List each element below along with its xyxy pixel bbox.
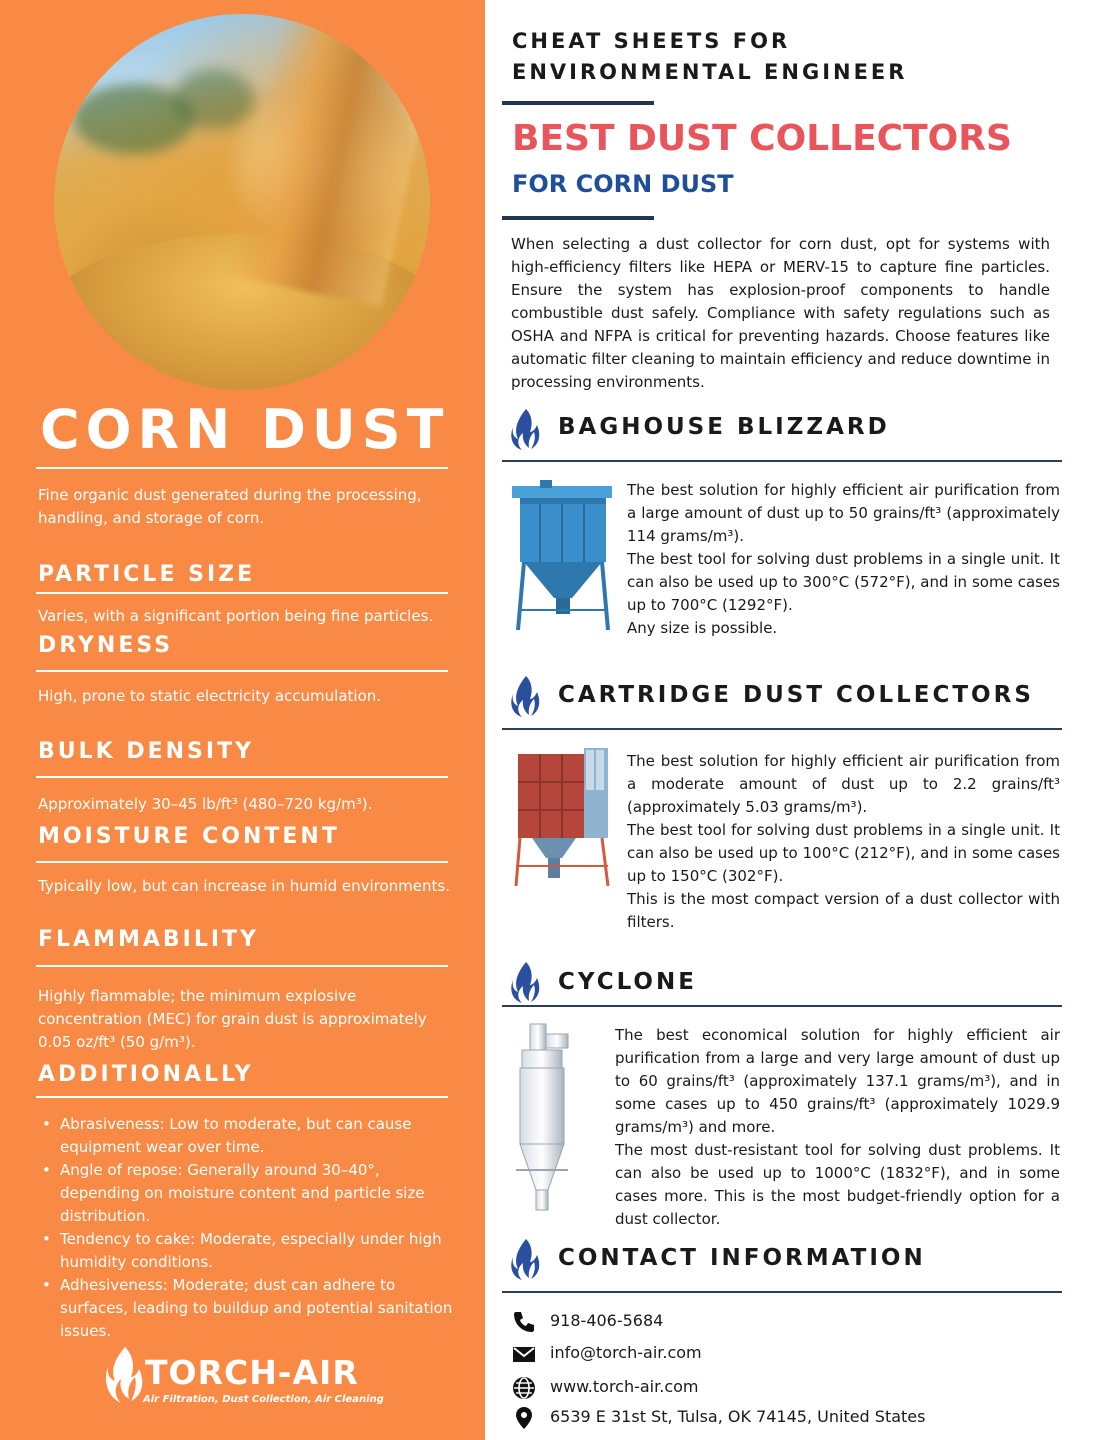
cyclone-description	[615, 1024, 1060, 1231]
cartridge-paragraph: This is the most compact version of a dust collector with filters.	[627, 890, 1060, 931]
list-item: • Angle of repose: Generally around 30–40°, depending on moisture content and particle size distribution.	[38, 1159, 458, 1228]
list-item: • Adhesiveness: Moderate; dust can adhere to surfaces, leading to buildup and potential sanitation issues.	[38, 1274, 458, 1343]
divider	[502, 1291, 1062, 1293]
logo-tagline: Air Filtration, Dust Collection, Air Cleaning	[143, 1394, 384, 1405]
page-subtitle: FOR CORN DUST	[512, 170, 734, 198]
cartridge-description	[627, 750, 1060, 934]
divider	[502, 101, 654, 105]
kicker-line-1: CHEAT SHEETS FOR	[512, 29, 791, 53]
contact-heading: CONTACT INFORMATION	[558, 1245, 926, 1271]
bulk-density-heading: BULK DENSITY	[38, 739, 255, 764]
flammability-heading: FLAMMABILITY	[38, 927, 259, 952]
flame-icon	[510, 674, 540, 718]
cyclone-collector-image	[510, 1020, 594, 1220]
list-item: • Abrasiveness: Low to moderate, but can cause equipment wear over time.	[38, 1113, 458, 1159]
logo-name: TORCH-AIR	[145, 1353, 359, 1392]
additional-properties-list	[38, 1113, 458, 1343]
divider	[36, 861, 448, 863]
corn-kernels-photo	[54, 14, 430, 390]
phone-number[interactable]: 918-406-5684	[550, 1311, 664, 1330]
baghouse-paragraph: Any size is possible.	[627, 619, 778, 637]
flame-icon	[510, 1237, 540, 1281]
divider	[36, 965, 448, 967]
corn-dust-title: CORN DUST	[40, 398, 450, 461]
email-address[interactable]: info@torch-air.com	[550, 1343, 702, 1362]
cheat-sheet-kicker	[512, 26, 907, 88]
baghouse-description	[627, 479, 1060, 640]
email-icon	[512, 1342, 536, 1366]
flammability-text: Highly flammable; the minimum explosive concentration (MEC) for grain dust is approximately 0.05 oz/ft³ (50 g/m³).	[38, 987, 427, 1051]
torch-air-logo	[105, 1345, 385, 1415]
flame-icon	[510, 407, 540, 451]
cyclone-paragraph: The best economical solution for highly efficient air purification from a large and very large amount of dust up to 60 grains/ft³ (approximately 137.1 grams/m³), and in some cases up to 450 grains/ft³ (approximately 1029.9 grams/m³) and more.	[615, 1026, 1060, 1136]
flame-icon	[105, 1345, 145, 1407]
bulk-density-text: Approximately 30–45 lb/ft³ (480–720 kg/m³).	[38, 795, 373, 813]
divider	[502, 1005, 1062, 1007]
street-address: 6539 E 31st St, Tulsa, OK 74145, United States	[550, 1407, 926, 1426]
cyclone-heading: CYCLONE	[558, 969, 697, 995]
kicker-line-2: ENVIRONMENTAL ENGINEER	[512, 60, 908, 84]
moisture-content-heading: MOISTURE CONTENT	[38, 824, 340, 849]
divider	[36, 776, 448, 778]
divider	[502, 728, 1062, 730]
baghouse-paragraph: The best tool for solving dust problems in a single unit. It can also be used up to 300°C (572°F), and in some cases up to 700°C (1292°F).	[627, 550, 1060, 614]
baghouse-collector-image	[510, 480, 614, 636]
cartridge-collector-image	[512, 746, 616, 888]
divider	[36, 592, 448, 594]
left-panel	[0, 0, 485, 1440]
cartridge-heading: CARTRIDGE DUST COLLECTORS	[558, 682, 1034, 708]
baghouse-paragraph: The best solution for highly efficient air purification from a large amount of dust up to 50 grains/ft³ (approximately 114 grams/m³).	[627, 481, 1060, 545]
particle-size-heading: PARTICLE SIZE	[38, 562, 256, 587]
phone-icon	[512, 1310, 536, 1334]
divider	[36, 467, 448, 469]
list-item: • Tendency to cake: Moderate, especially under high humidity conditions.	[38, 1228, 458, 1274]
page-title: BEST DUST COLLECTORS	[512, 118, 1012, 159]
flame-icon	[510, 960, 540, 1004]
website-link[interactable]: www.torch-air.com	[550, 1377, 699, 1396]
moisture-content-text: Typically low, but can increase in humid environments.	[38, 877, 450, 895]
baghouse-heading: BAGHOUSE BLIZZARD	[558, 414, 890, 440]
divider	[502, 216, 654, 220]
divider	[502, 460, 1062, 462]
corn-dust-description: Fine organic dust generated during the processing, handling, and storage of corn.	[38, 486, 422, 527]
cartridge-paragraph: The best tool for solving dust problems in a single unit. It can also be used up to 100°C (212°F), and in some cases up to 150°C (302°F).	[627, 821, 1060, 885]
globe-icon	[512, 1376, 536, 1400]
map-pin-icon	[512, 1406, 536, 1430]
dryness-text: High, prone to static electricity accumulation.	[38, 687, 382, 705]
cartridge-paragraph: The best solution for highly efficient air purification from a moderate amount of dust up to 2.2 grains/ft³ (approximately 5.03 grams/m³).	[627, 752, 1060, 816]
cyclone-paragraph: The most dust-resistant tool for solving dust problems. It can also be used up to 1000°C (1832°F), and in some cases more. This is the most budget-friendly option for a dust collector.	[615, 1141, 1060, 1228]
particle-size-text: Varies, with a significant portion being fine particles.	[38, 607, 434, 625]
dryness-heading: DRYNESS	[38, 633, 174, 658]
divider	[36, 670, 448, 672]
additionally-heading: ADDITIONALLY	[38, 1062, 254, 1087]
intro-paragraph: When selecting a dust collector for corn dust, opt for systems with high-efficiency filters like HEPA or MERV-15 to capture fine particles. Ensure the system has explosion-proof components to handle combustible dust safely. Compliance with safety regulations such as OSHA and NFPA is critical for preventing hazards. Choose features like automatic filter cleaning to maintain efficiency and reduce downtime in processing environments.	[511, 235, 1050, 391]
divider	[36, 1096, 448, 1098]
